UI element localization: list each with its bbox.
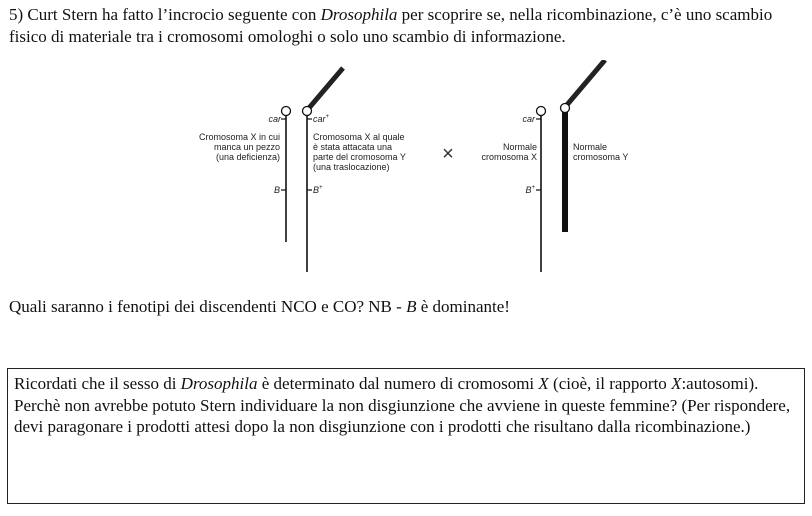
chromosome-1-label-line-3: (una deficienza) xyxy=(215,152,280,162)
chromosome-3-label-line-2: cromosoma X xyxy=(481,152,537,162)
b-plus-label-3: B+ xyxy=(525,185,535,195)
b-plus-label-1: B+ xyxy=(313,185,323,195)
car-label-1: car xyxy=(268,114,281,124)
note-box: Ricordati che il sesso di Drosophila è determinato dal numero di cromosomi X (cioè, il rapporto X:autosomi). Perchè non avrebbe potuto Stern individuare la non disgiunzione che avviene in queste femmine? (Per rispondere, devi paragonare i prodotti attesi dopo la non disgiunzione con i prodotti che risultano dalla ricombinazione.) xyxy=(7,368,805,504)
chromosome-x-translocation xyxy=(303,68,406,272)
chromosome-4-label-line-2: cromosoma Y xyxy=(573,152,629,162)
chromosome-x-deficiency xyxy=(199,107,291,243)
chromosome-1-label-line-1: Cromosoma X in cui xyxy=(198,132,280,142)
question-text: 5) Curt Stern ha fatto l’incrocio seguente con Drosophila per scoprire se, nella ricombinazione, c’è uno scambio fisico di materiale tra i cromosomi omologhi o solo uno scambio di informazione. xyxy=(9,5,773,46)
chromosome-2-label-line-3: parte del cromosoma Y xyxy=(313,152,406,162)
phenotype-question: Quali saranno i fenotipi dei discendenti NCO e CO? NB - B è dominante! xyxy=(9,297,510,316)
chromosome-2-label-line-2: è stata attacata una xyxy=(313,142,393,152)
b-label-1: B xyxy=(273,185,280,195)
chromosome-normal-x xyxy=(481,107,545,273)
chromosome-4-label-line-1: Normale xyxy=(573,142,608,152)
chromosome-normal-y xyxy=(561,60,629,232)
chromosome-2-label-line-1: Cromosoma X al quale xyxy=(313,132,405,142)
cross-symbol: × xyxy=(442,143,454,165)
question-number: 5) xyxy=(9,5,24,24)
chromosome-2-label-line-4: (una traslocazione) xyxy=(313,162,390,172)
car-plus-label: car+ xyxy=(313,114,330,124)
chromosome-1-label-line-2: manca un pezzo xyxy=(213,142,280,152)
car-label-3: car xyxy=(522,114,535,124)
chromosome-diagram xyxy=(0,60,812,276)
chromosome-3-label-line-1: Normale xyxy=(502,142,537,152)
